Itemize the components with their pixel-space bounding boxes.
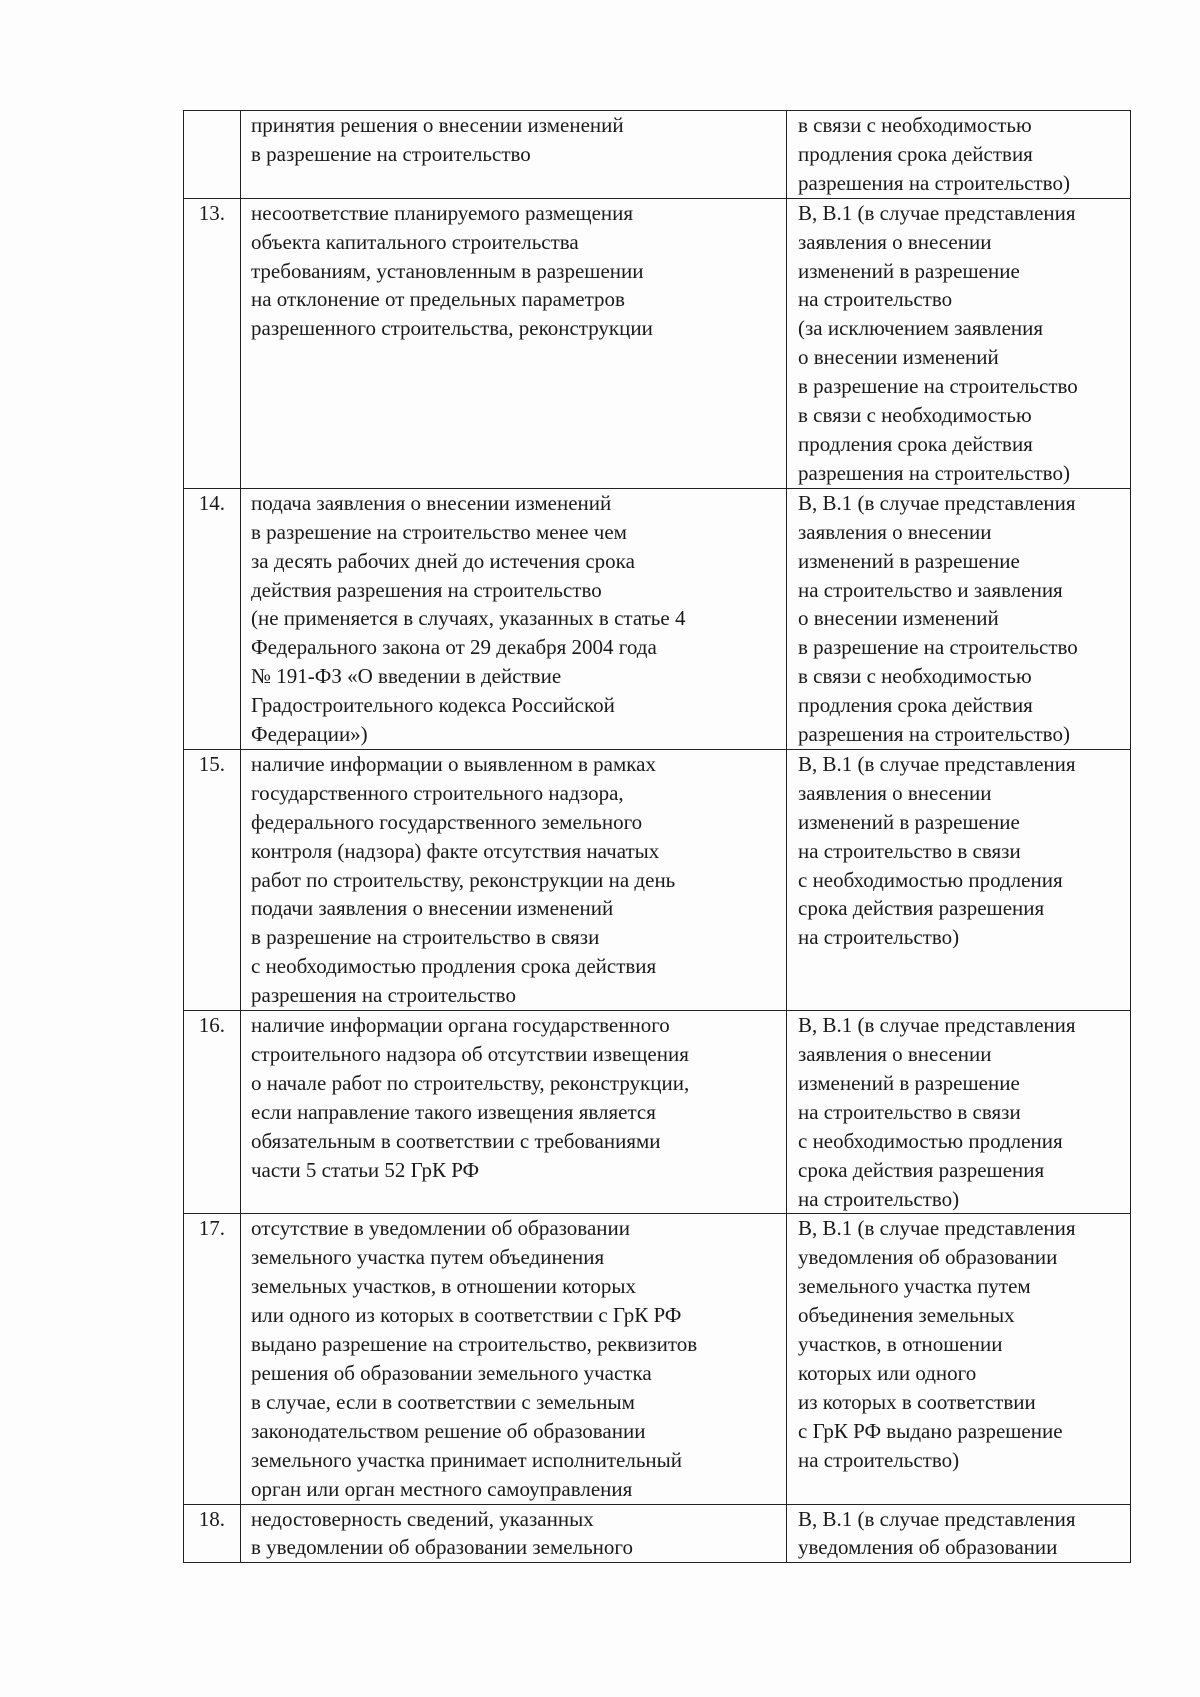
- reason-cell: [241, 1011, 787, 1214]
- code-text: В, В.1 (в случае представления заявления о внесении изменений в разрешение на строительство в связи с необходимостью продления срока действия разрешения на строительство): [798, 1013, 1076, 1211]
- code-cell: [787, 749, 1131, 1010]
- table-row: [184, 1011, 1131, 1214]
- table-row: [184, 488, 1131, 749]
- code-text: в связи с необходимостью продления срока действия разрешения на строительство): [798, 113, 1070, 195]
- table-row: [184, 111, 1131, 199]
- table-row: [184, 1504, 1131, 1563]
- row-number-cell: [184, 1011, 241, 1214]
- row-number-cell: [184, 198, 241, 488]
- row-number-cell: [184, 1214, 241, 1504]
- code-text: В, В.1 (в случае представления уведомления об образовании земельного участка путем объединения земельных участков, в отношении которых или одного из которых в соответствии с ГрК РФ выдано разрешение на строительство): [798, 1216, 1076, 1472]
- reason-text: принятия решения о внесении изменений в разрешение на строительство: [251, 113, 624, 166]
- row-number-cell: [184, 1504, 241, 1563]
- row-number: 15.: [198, 751, 225, 776]
- code-cell: [787, 488, 1131, 749]
- code-text: В, В.1 (в случае представления заявления о внесении изменений в разрешение на строительство и заявления о внесении изменений в разрешение на строительство в связи с необходимостью продления срока действия разрешения на строительство): [798, 490, 1078, 747]
- reason-text: несоответствие планируемого размещения объекта капитального строительства требованиям, установленным в разрешении на отклонение от предельных параметров разрешенного строительства, реконструкции: [251, 200, 653, 341]
- reason-cell: [241, 198, 787, 488]
- table-row: [184, 749, 1131, 1010]
- code-text: В, В.1 (в случае представления заявления о внесении изменений в разрешение на строительство в связи с необходимостью продления срока действия разрешения на строительство): [798, 751, 1076, 950]
- reason-text: подача заявления о внесении изменений в разрешение на строительство менее чем за десять рабочих дней до истечения срока действия разрешения на строительство (не применяется в случаях, указанных в статье 4 Федерального закона от 29 декабря 2004 года № 191-ФЗ «О введении в действие Градостроительного кодекса Российской Федерации»): [251, 490, 686, 747]
- reason-cell: [241, 749, 787, 1010]
- row-number: 18.: [198, 1506, 225, 1531]
- grounds-table: [183, 110, 1131, 1563]
- reason-cell: [241, 1504, 787, 1563]
- code-cell: [787, 198, 1131, 488]
- code-cell: [787, 111, 1131, 199]
- code-text: В, В.1 (в случае представления уведомления об образовании: [798, 1506, 1076, 1560]
- code-cell: [787, 1504, 1131, 1563]
- reason-text: отсутствие в уведомлении об образовании земельного участка путем объединения земельных участков, в отношении которых или одного из которых в соответствии с ГрК РФ выдано разрешение на строительство, реквизитов решения об образовании земельного участка в случае, если в соответствии с земельным законодательством решение об образовании земельного участка принимает исполнительный орган или орган местного самоуправления: [251, 1216, 698, 1501]
- reason-text: недостоверность сведений, указанных в уведомлении об образовании земельного: [251, 1506, 633, 1560]
- code-text: В, В.1 (в случае представления заявления о внесении изменений в разрешение на строительство (за исключением заявления о внесении изменений в разрешение на строительство в связи с необходимостью продления срока действия разрешения на строительство): [798, 200, 1078, 485]
- code-cell: [787, 1214, 1131, 1504]
- row-number-cell: [184, 749, 241, 1010]
- row-number: 16.: [198, 1013, 225, 1038]
- code-cell: [787, 1011, 1131, 1214]
- row-number: 14.: [198, 490, 225, 515]
- table-row: [184, 198, 1131, 488]
- row-number-cell: [184, 111, 241, 199]
- reason-text: наличие информации о выявленном в рамках государственного строительного надзора, федерального государственного земельного контроля (надзора) факте отсутствия начатых работ по строительству, реконструкции на день подачи заявления о внесении изменений в разрешение на строительство в связи с необходимостью продления срока действия разрешения на строительство: [251, 751, 676, 1008]
- reason-cell: [241, 111, 787, 199]
- table-row: [184, 1214, 1131, 1504]
- reason-text: наличие информации органа государственного строительного надзора об отсутствии извещения о начале работ по строительству, реконструкции, если направление такого извещения является обязательным в соответствии с требованиями части 5 статьи 52 ГрК РФ: [251, 1013, 690, 1182]
- row-number: 13.: [198, 200, 225, 225]
- row-number: 17.: [198, 1216, 225, 1241]
- reason-cell: [241, 1214, 787, 1504]
- row-number-cell: [184, 488, 241, 749]
- reason-cell: [241, 488, 787, 749]
